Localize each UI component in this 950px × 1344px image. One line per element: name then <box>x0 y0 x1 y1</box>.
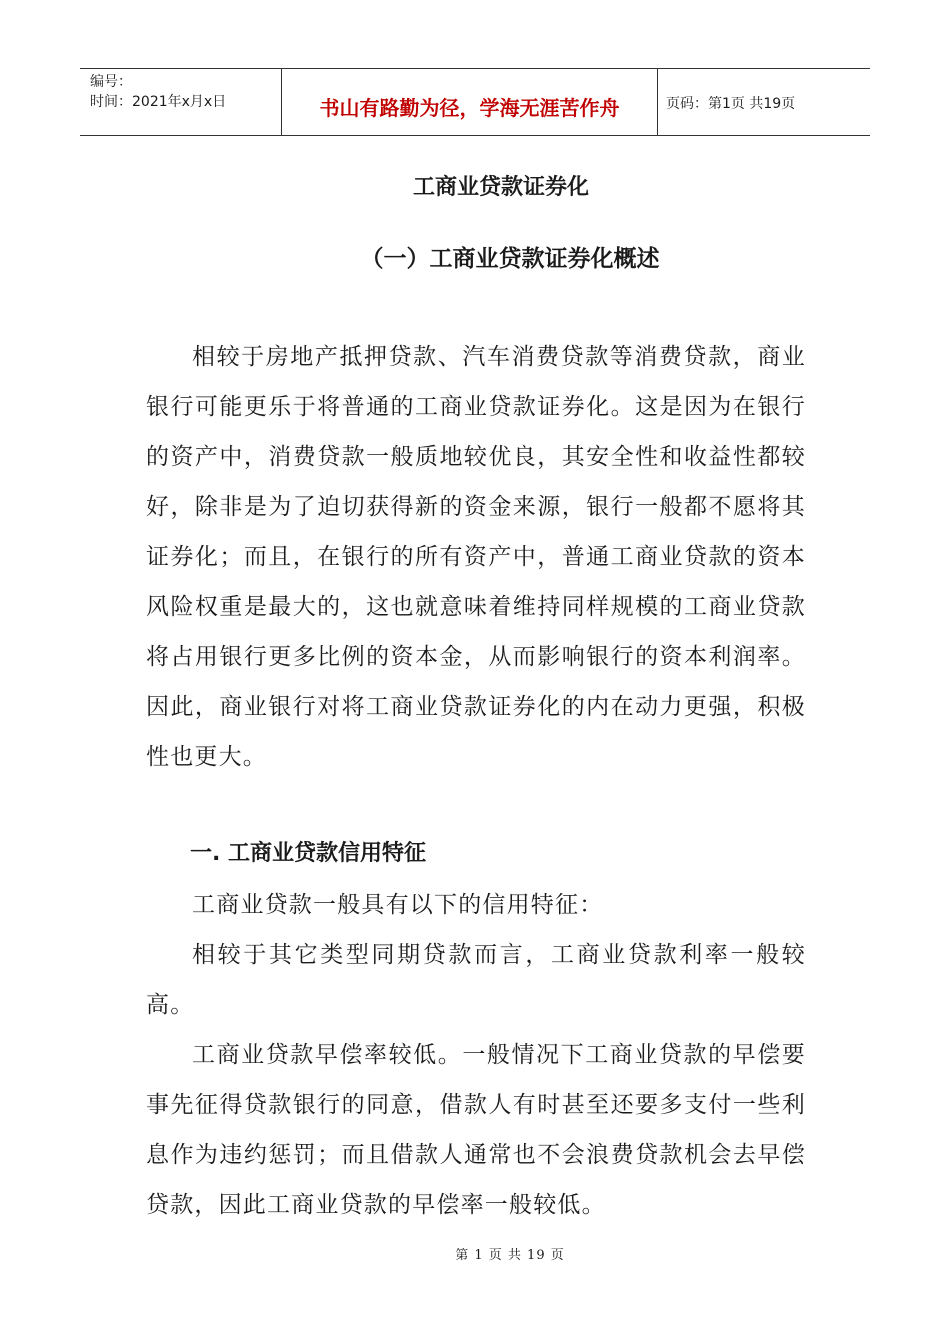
page-header <box>80 68 870 136</box>
motto-text: 书山有路勤为径，学海无涯苦作舟 <box>319 95 620 120</box>
document-title: 工商业贷款证券化 <box>412 175 589 200</box>
paragraph-interest-rate: 相较于其它类型同期贷款而言，工商业贷款利率一般较高。 <box>146 942 806 1018</box>
header-page-info <box>658 69 870 135</box>
page-footer: 第 1 页 共 19 页 <box>455 1248 565 1263</box>
document-number-label: 编号： <box>90 74 132 90</box>
page-info-text: 页码：第1页 共19页 <box>666 96 796 112</box>
header-motto <box>282 69 658 135</box>
paragraph-overview: 相较于房地产抵押贷款、汽车消费贷款等消费贷款，商业银行可能更乐于将普通的工商业贷款证券化。这是因为在银行的资产中，消费贷款一般质地较优良，其安全性和收益性都较好，除非是为了迫切获得新的资金来源，银行一般都不愿将其证券化；而且，在银行的所有资产中，普通工商业贷款的资本风险权重是最大的，这也就意味着维持同样规模的工商业贷款将占用银行更多比例的资本金，从而影响银行的资本利润率。因此，商业银行对将工商业贷款证券化的内在动力更强，积极性也更大。 <box>146 344 806 770</box>
document-subtitle: （一）工商业贷款证券化概述 <box>360 246 660 272</box>
header-meta <box>80 69 282 135</box>
document-time-label: 时间：2021年x月x日 <box>90 94 227 110</box>
paragraph-credit-intro: 工商业贷款一般具有以下的信用特征： <box>192 892 604 918</box>
section-heading-credit-features: 一. 工商业贷款信用特征 <box>190 841 427 866</box>
paragraph-prepayment: 工商业贷款早偿率较低。一般情况下工商业贷款的早偿要事先征得贷款银行的同意，借款人有时甚至还要多支付一些利息作为违约惩罚；而且借款人通常也不会浪费贷款机会去早偿贷款，因此工商业贷款的早偿率一般较低。 <box>146 1042 806 1218</box>
